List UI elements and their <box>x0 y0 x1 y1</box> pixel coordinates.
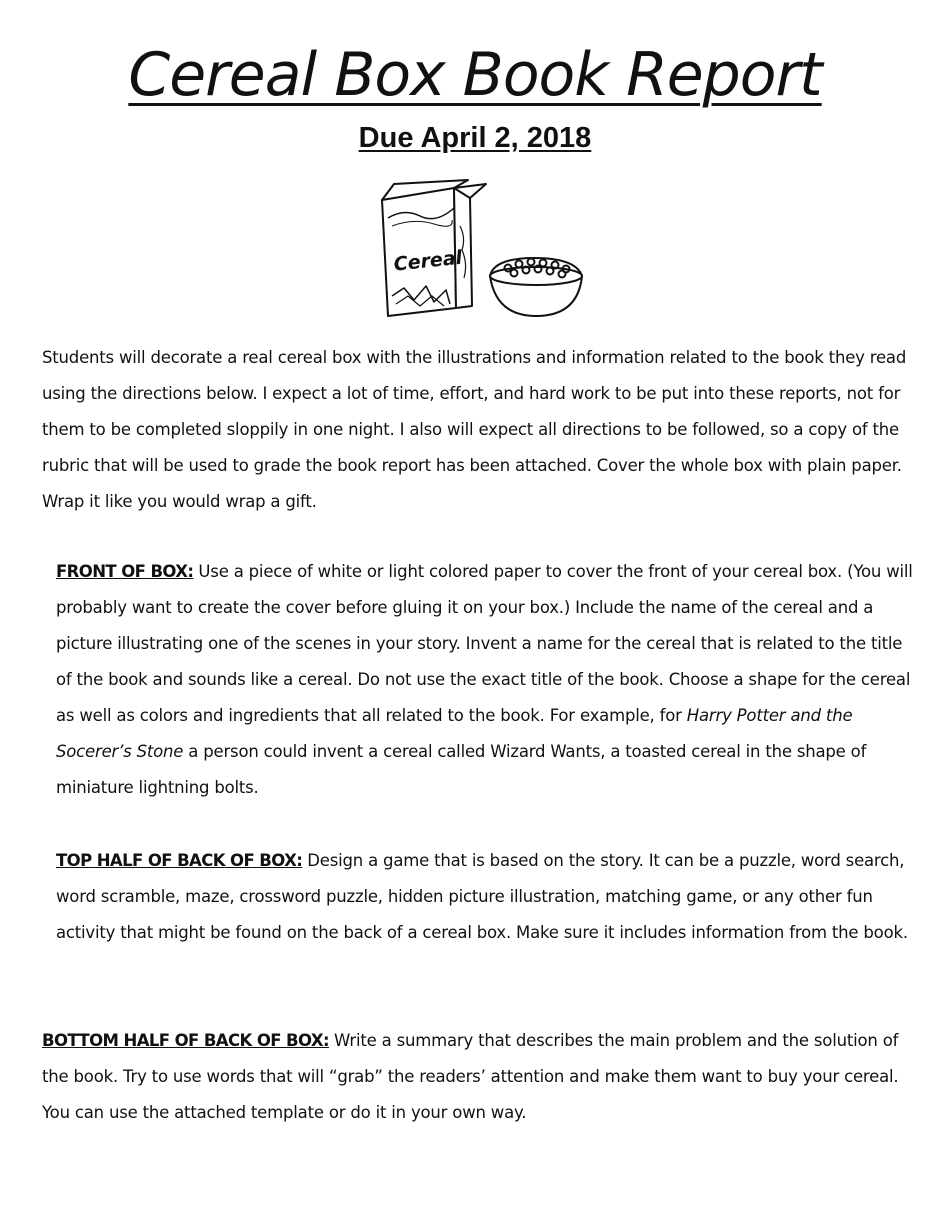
front-of-box-paragraph <box>56 554 916 806</box>
front-of-box-book-title: Harry Potter and the Socerer’s Stone <box>56 706 853 761</box>
front-of-box-label: FRONT OF BOX: <box>56 562 194 581</box>
due-date <box>0 118 950 158</box>
page-title <box>0 30 950 120</box>
bottom-half-back-paragraph <box>42 1023 912 1131</box>
page-title-text: Cereal Box Book Report <box>128 40 822 110</box>
bottom-half-back-text: Write a summary that describes the main problem and the solution of the book. Try to use words that will “grab” the readers’ attention and make them want to buy your cereal. You can use the attached template or do it in your own way. <box>42 1031 899 1122</box>
top-half-back-paragraph <box>56 843 916 951</box>
cereal-box-icon <box>382 180 486 316</box>
top-half-back-label: TOP HALF OF BACK OF BOX: <box>56 851 303 870</box>
cereal-box-label: Cereal <box>392 246 464 276</box>
top-half-back-text: Design a game that is based on the story. It can be a puzzle, word search, word scramble, maze, crossword puzzle, hidden picture illustration, matching game, or any other fun activity that might be found on the back of a cereal box. Make sure it includes information from the book. <box>56 851 908 942</box>
front-of-box-text-2: a person could invent a cereal called Wizard Wants, a toasted cereal in the shape of miniature lightning bolts. <box>56 742 867 797</box>
front-of-box-text-1: Use a piece of white or light colored paper to cover the front of your cereal box. (You will probably want to create the cover before gluing it on your box.) Include the name of the cereal and a picture illustrating one of the scenes in your story. Invent a name for the cereal that is related to the title of the book and sounds like a cereal. Do not use the exact title of the book. Choose a shape for the cereal as well as colors and ingredients that all related to the book. For example, for <box>56 562 913 725</box>
cereal-box-and-bowl-illustration <box>374 178 589 323</box>
bottom-half-back-label: BOTTOM HALF OF BACK OF BOX: <box>42 1031 329 1050</box>
cereal-bowl-icon <box>490 258 582 316</box>
due-date-text: Due April 2, 2018 <box>358 122 592 154</box>
intro-paragraph: Students will decorate a real cereal box with the illustrations and information related to the book they read using the directions below. I expect a lot of time, effort, and hard work to be put into these reports, not for them to be completed sloppily in one night. I also will expect all directions to be followed, so a copy of the rubric that will be used to grade the book report has been attached. Cover the whole box with plain paper. Wrap it like you would wrap a gift. <box>42 348 907 511</box>
